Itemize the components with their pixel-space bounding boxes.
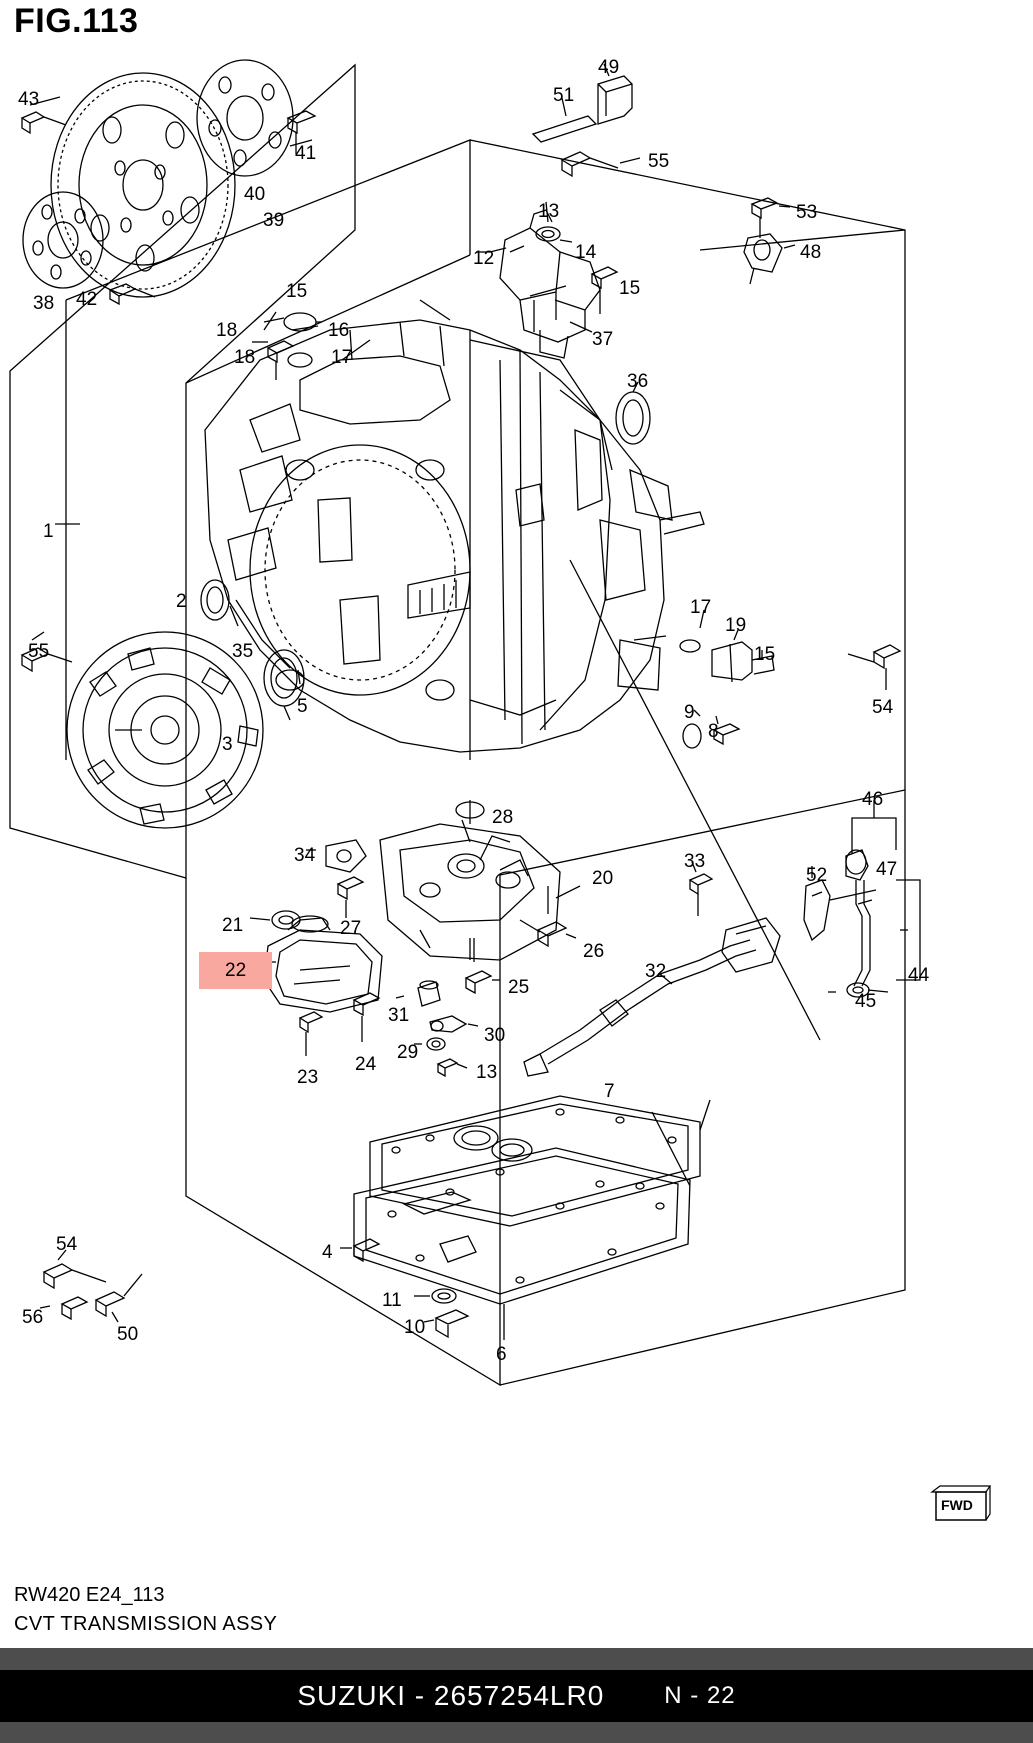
- callout-number[interactable]: 18: [216, 320, 238, 341]
- callout-number[interactable]: 14: [575, 242, 597, 263]
- callout-number[interactable]: 11: [382, 1290, 402, 1311]
- callout-number[interactable]: 40: [244, 184, 266, 205]
- callout-number[interactable]: 15: [286, 281, 308, 302]
- callout-number[interactable]: 55: [28, 641, 50, 662]
- callout-number[interactable]: 33: [684, 851, 706, 872]
- figure-description: CVT TRANSMISSION ASSY: [14, 1613, 278, 1635]
- part-quantity-label: N - 22: [664, 1682, 736, 1709]
- callout-number[interactable]: 12: [473, 248, 495, 269]
- callout-number[interactable]: 34: [294, 845, 316, 866]
- callout-number[interactable]: 5: [297, 696, 308, 717]
- callout-number[interactable]: 54: [56, 1234, 78, 1255]
- page-title: FIG.113: [14, 2, 139, 40]
- callout-number[interactable]: 45: [855, 991, 877, 1012]
- callout-number[interactable]: 15: [619, 278, 641, 299]
- callout-number[interactable]: 32: [645, 961, 667, 982]
- callout-number-selected[interactable]: 22: [199, 952, 272, 989]
- callout-number[interactable]: 53: [796, 202, 818, 223]
- callout-number[interactable]: 10: [404, 1317, 426, 1338]
- callout-number[interactable]: 39: [263, 210, 285, 231]
- callout-number[interactable]: 13: [476, 1062, 498, 1083]
- callout-number[interactable]: 21: [222, 915, 244, 936]
- callout-number[interactable]: 30: [484, 1025, 506, 1046]
- callout-number[interactable]: 51: [553, 85, 575, 106]
- callout-number[interactable]: 16: [328, 320, 350, 341]
- callout-number[interactable]: 9: [684, 702, 695, 723]
- callout-number[interactable]: 50: [117, 1324, 139, 1345]
- callout-number[interactable]: 29: [397, 1042, 419, 1063]
- part-number-label: SUZUKI - 2657254LR0: [297, 1680, 605, 1711]
- callout-number[interactable]: 44: [908, 965, 930, 986]
- callout-number[interactable]: 27: [340, 918, 362, 939]
- callout-number[interactable]: 37: [592, 329, 614, 350]
- callout-number[interactable]: 35: [232, 641, 254, 662]
- callout-number[interactable]: 19: [725, 615, 747, 636]
- fwd-label: FWD: [941, 1497, 973, 1513]
- callout-number[interactable]: 1: [43, 521, 54, 542]
- figure-code: RW420 E24_113: [14, 1584, 165, 1606]
- callout-number[interactable]: 31: [388, 1005, 410, 1026]
- callout-number[interactable]: 15: [754, 644, 776, 665]
- callout-number[interactable]: 54: [872, 697, 894, 718]
- callout-number[interactable]: 8: [708, 721, 719, 742]
- callout-number[interactable]: 49: [598, 57, 620, 78]
- callout-number[interactable]: 17: [331, 347, 353, 368]
- callout-number[interactable]: 56: [22, 1307, 44, 1328]
- callout-number[interactable]: 17: [690, 597, 712, 618]
- callout-number[interactable]: 26: [583, 941, 605, 962]
- callout-number[interactable]: 18: [234, 347, 256, 368]
- callout-number[interactable]: 13: [538, 201, 560, 222]
- callout-number[interactable]: 6: [496, 1344, 507, 1365]
- callout-number[interactable]: 42: [76, 289, 98, 310]
- callout-number[interactable]: 38: [33, 293, 55, 314]
- callout-number[interactable]: 47: [876, 859, 898, 880]
- callout-number[interactable]: 24: [355, 1054, 377, 1075]
- callout-number[interactable]: 36: [627, 371, 649, 392]
- callout-number[interactable]: 7: [604, 1081, 615, 1102]
- callout-number[interactable]: 43: [18, 89, 40, 110]
- callout-number[interactable]: 28: [492, 807, 514, 828]
- callout-number[interactable]: 46: [862, 789, 884, 810]
- callout-number[interactable]: 52: [806, 865, 828, 886]
- callout-number[interactable]: 48: [800, 242, 822, 263]
- callout-number[interactable]: 4: [322, 1242, 333, 1263]
- callout-number[interactable]: 23: [297, 1067, 319, 1088]
- callout-number[interactable]: 55: [648, 151, 670, 172]
- callout-number[interactable]: 2: [176, 591, 187, 612]
- callout-number[interactable]: 20: [592, 868, 614, 889]
- callout-number[interactable]: 41: [295, 143, 317, 164]
- callout-number[interactable]: 3: [222, 734, 233, 755]
- selected-part-bar: [0, 1670, 1033, 1722]
- callout-number[interactable]: 25: [508, 977, 530, 998]
